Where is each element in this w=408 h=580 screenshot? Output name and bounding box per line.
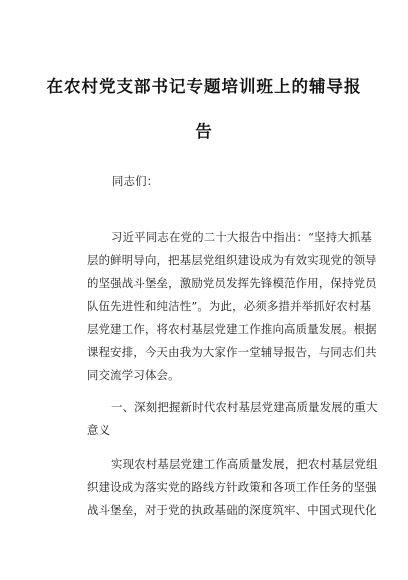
paragraph-line: 队伍先进性和纯洁性”。为此，必须多措并举抓好农村基: [87, 299, 372, 313]
paragraph-line: 战斗堡垒，对于党的执政基础的深度筑牢、中国式现代化: [87, 503, 377, 517]
paragraph-line: 层党建工作，将农村基层党建工作推向高质量发展。根据: [87, 322, 377, 336]
paragraph-line: 同交流学习体会。: [87, 368, 180, 382]
paragraph-line: 层的鲜明导向，把基层党组织建设成为有效实现党的领导: [87, 253, 377, 267]
paragraph-section-1: [87, 453, 378, 522]
paragraph-line: 实现农村基层党建工作高质量发展，把农村基层党组: [111, 457, 378, 471]
paragraph-line: 的坚强战斗堡垒，激励党员发挥先锋模范作用，保持党员: [87, 276, 377, 290]
document-title-line-1: 在农村党支部书记专题培训班上的辅导报: [46, 77, 362, 96]
paragraph-line: 习近平同志在党的二十大报告中指出：“坚持大抓基: [111, 230, 373, 244]
greeting: 同志们：: [112, 174, 159, 188]
section-heading-1: [87, 396, 378, 442]
paragraph-line: 课程安排，今天由我为大家作一堂辅导报告，与同志们共: [87, 345, 377, 359]
document-title-line-2: 告: [195, 122, 213, 141]
heading-line: 意义: [87, 423, 111, 437]
heading-line: 一、深刻把握新时代农村基层党建高质量发展的重大: [111, 400, 378, 414]
paragraph-line: 织建设成为落实党的路线方针政策和各项工作任务的坚强: [87, 480, 377, 494]
paragraph-intro: [87, 226, 377, 387]
